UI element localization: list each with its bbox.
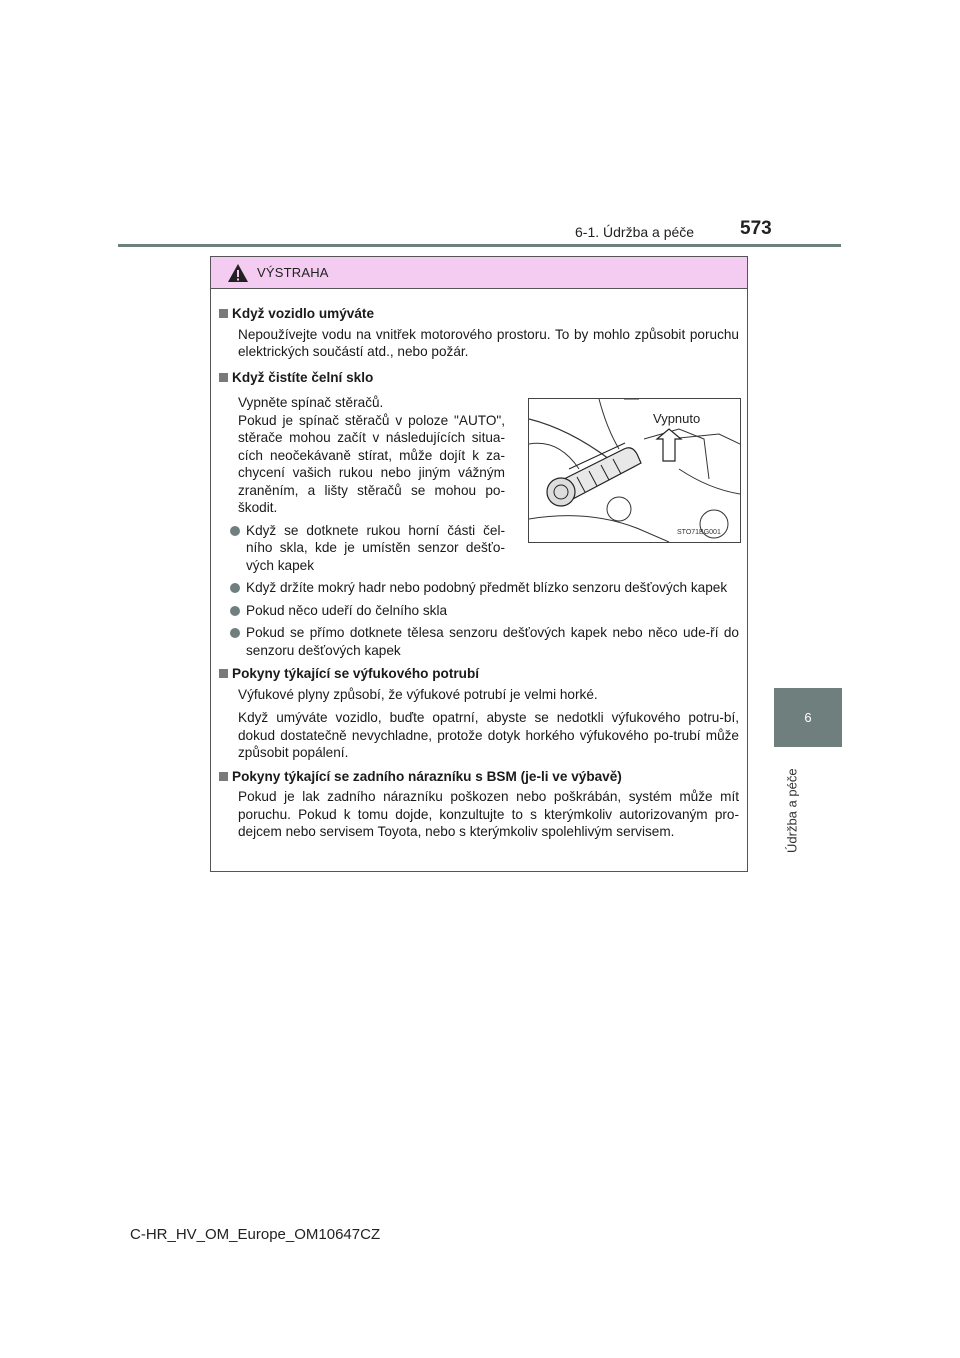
square-bullet-icon (219, 309, 228, 318)
warning-title: VÝSTRAHA (257, 265, 329, 280)
figure-text-column (219, 394, 505, 574)
square-bullet-icon (219, 373, 228, 382)
chapter-tab: 6 (774, 688, 842, 747)
header-divider (118, 244, 841, 247)
heading-text: Když vozidlo umýváte (232, 306, 375, 321)
paragraph: Výfukové plyny způsobí, že výfukové potrubí je velmi horké. (238, 686, 598, 702)
round-bullet-icon (230, 526, 240, 536)
document-id: C-HR_HV_OM_Europe_OM10647CZ (130, 1226, 381, 1243)
warning-box (210, 256, 748, 872)
list-item (230, 602, 739, 620)
list-item-text: Když držíte mokrý hadr nebo podobný předmět blízko senzoru dešťových kapek (246, 580, 728, 595)
list-item-text: Pokud něco udeří do čelního skla (246, 602, 448, 618)
round-bullet-icon (230, 583, 240, 593)
paragraph: Pokud je lak zadního nárazníku poškozen nebo poškrábán, systém může mít poruchu. Pokud k tomu dojde, konzultujte to s kterýmkoliv autorizovaným pro-dejcem nebo servisem Toyota, nebo s kterýmkoliv spolehlivým servisem. (238, 789, 739, 839)
heading-text: Když čistíte čelní sklo (232, 369, 374, 385)
paragraph: Vypněte spínač stěračů. Pokud je spínač stěračů v poloze "AUTO", stěrače mohou začít v následujících situa-cích neočekávaně stírat, může dojít k za-chycení vašich rukou nebo jiným vážným zraněním, a lišty stěračů se mohou po-škodit. (238, 395, 505, 515)
list-item-text: Pokud se přímo dotknete tělesa senzoru dešťových kapek nebo něco ude-ří do senzoru dešťových kapek (246, 625, 739, 658)
figure-block (219, 394, 739, 574)
round-bullet-icon (230, 628, 240, 638)
section-heading (219, 768, 739, 786)
section-heading (219, 305, 739, 323)
chapter-tab-label (780, 756, 804, 866)
list-item-text: Když se dotknete rukou horní části čel-ního skla, kde je umístěn senzor dešťo-vých kapek (246, 522, 505, 573)
list-item (230, 522, 505, 575)
chapter-label-text: Údržba a péče (784, 768, 800, 854)
wiper-switch-illustration (529, 399, 740, 542)
page-number: 573 (740, 218, 772, 239)
list-item (230, 624, 739, 659)
section-heading (219, 665, 739, 683)
section-heading (219, 369, 739, 387)
figure-code: STO71BG001 (677, 529, 721, 536)
wiper-switch-figure (528, 398, 741, 543)
heading-text: Pokyny týkající se zadního nárazníku s BSM (je-li ve výbavě) (232, 768, 622, 784)
figure-label: Vypnuto (653, 411, 701, 426)
square-bullet-icon (219, 772, 228, 781)
section-title: 6-1. Údržba a péče (575, 224, 695, 240)
warning-header (211, 257, 747, 289)
heading-text: Pokyny týkající se výfukového potrubí (232, 666, 480, 681)
square-bullet-icon (219, 669, 228, 678)
paragraph: Když umýváte vozidlo, buďte opatrní, abyste se nedotkli výfukového potru-bí, dokud dostatečně nevychladne, protože dotyk horkého výfukového po-trubí může způsobit popálení. (238, 710, 739, 760)
paragraph: Nepoužívejte vodu na vnitřek motorového prostoru. To by mohlo způsobit poruchu elektrických součástí atd., nebo požár. (238, 326, 739, 359)
warning-triangle-icon (227, 263, 249, 283)
warning-content (211, 289, 747, 841)
list-item (230, 579, 739, 597)
round-bullet-icon (230, 606, 240, 616)
